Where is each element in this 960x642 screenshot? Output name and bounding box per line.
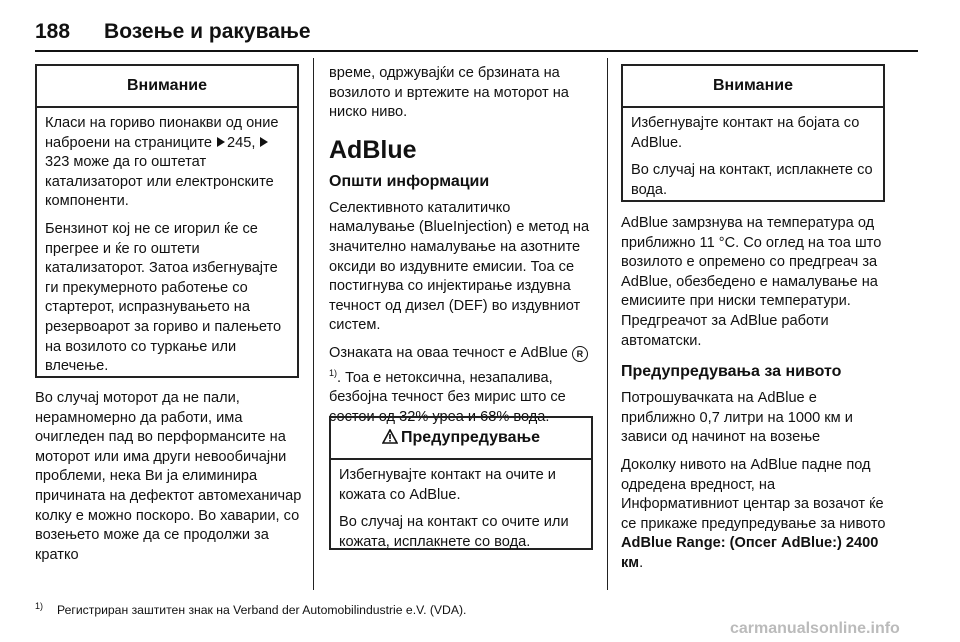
page-reference-icon [217, 137, 225, 147]
page-header [35, 20, 915, 50]
col3-text [621, 214, 893, 582]
footnote [35, 598, 466, 618]
warning-box-body [331, 460, 591, 560]
attention-box-heading: Внимание [623, 66, 883, 108]
consumption-paragraph: Потрошувачката на AdBlue е приближно 0,7 литри на 1000 км и зависи од начинот на возење [621, 390, 853, 446]
warning-box-header [331, 418, 591, 460]
col1-paragraph [35, 389, 303, 573]
level-warning-paragraph: Доколку нивото на AdBlue падне под одредена вредност, на Информативниот центар за возачот ќе се прикаже предупредување за нивото AdBlue Range: (Опсег AdBlue:) 2400 км. [621, 456, 886, 571]
footnote-reference: 1) [329, 367, 338, 378]
warning-box-heading: Предупредување [401, 429, 540, 446]
engine-fault-paragraph: Во случај моторот да не пали, нерамномерно да работи, има очигледен пад во перформансите на моторот или има други невообичајни проблеми, нека Ви ја елиминира причината на дефектот автомеханичар колку е можно поскоро. Во хаварии, со возењето може да се продолжи за кратко [35, 390, 302, 563]
attention-box-body [623, 108, 883, 208]
subsection-general-info: Општи информации [329, 172, 490, 190]
adblue-description-paragraph: Ознаката на оваа течност е AdBlue $R^{1)}$. Тоа е нетоксична, незапалива, безбојна течност без мирис што се состои од 32% уреа и 68% вода. [329, 344, 595, 427]
attention-paragraph-2: Бензинот кој не се игорил ќе се прегрее и ќе го оштети катализаторот. Затоа избегнувајте ги прекумерното работење со стартерот, испразнувањето на резервоарот за гориво и палењето на возилото со туркање или влечење. [45, 220, 282, 375]
page-title: Возење и ракување [104, 20, 311, 43]
warning-paragraph-2: Во случај на контакт со очите или кожата, исплакнете со вода. [339, 514, 569, 550]
warning-paragraph-1: Избегнувајте контакт на очите и кожата со AdBlue. [339, 467, 556, 503]
warning-box-skin [329, 416, 593, 550]
attention-paragraph-2: Во случај на контакт, исплакнете со вода. [631, 162, 873, 198]
column-separator-2 [607, 58, 608, 590]
attention-box-paint [621, 64, 885, 202]
attention-paragraph-1: Класи на гориво пионакви од оние наброени на страниците 245, 323 може да го оштетат катализаторот или електронските компоненти. [45, 115, 279, 210]
attention-box-fuel [35, 64, 299, 378]
section-title-adblue: AdBlue [329, 135, 417, 164]
attention-box-heading: Внимание [37, 66, 297, 108]
freezing-paragraph: AdBlue замрзнува на температура од приближно 11 °C. Со оглед на тоа што возилото е опремено со предгреач за AdBlue, обезбедено е намалување на емисиите при ниски температури. Предгреачот за AdBlue работи автоматски. [621, 215, 882, 349]
adblue-range-message: AdBlue Range: (Опсег AdBlue:) 2400 км [621, 535, 879, 571]
col2-text [329, 64, 595, 435]
attention-paragraph-1: Избегнувајте контакт на бојата со AdBlue. [631, 115, 860, 151]
page-reference-icon [260, 137, 268, 147]
footnote-mark: 1) [35, 601, 44, 611]
footnote-text: Регистриран заштитен знак на Verband der Automobilindustrie e.V. (VDA). [57, 603, 467, 617]
column-separator-1 [313, 58, 314, 590]
scr-paragraph: Селективното каталитичко намалување (BlueInjection) е метод на значително намалување на азотните оксиди во издувните емисии. Тоа се постигнува со инјектирање издувна течност од дизел (DEF) во издувниот систем. [329, 199, 590, 334]
registered-trademark-icon: R [572, 346, 588, 362]
attention-box-body [37, 108, 297, 385]
warning-triangle-icon [382, 420, 398, 435]
page-number: 188 [35, 20, 71, 43]
subsection-level-warnings: Предупредувања за нивото [621, 363, 842, 381]
header-rule [35, 50, 918, 52]
watermark: carmanualsonline.info [730, 620, 900, 637]
continuation-paragraph: време, одржувајќи се брзината на возилото и вртежите на моторот на ниско ниво. [329, 65, 569, 121]
